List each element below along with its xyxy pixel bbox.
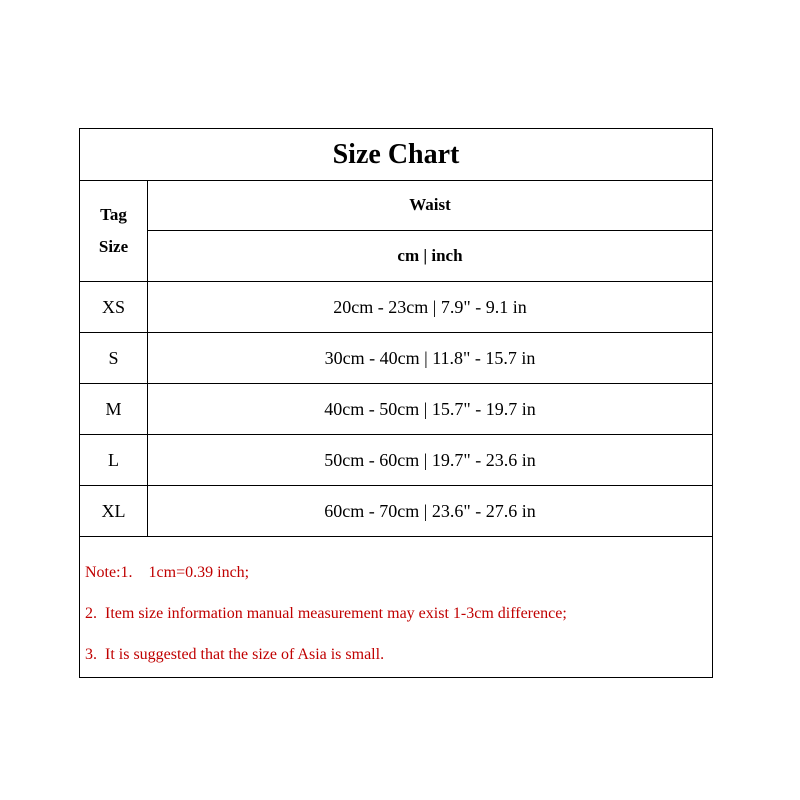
size-cell: L: [80, 435, 148, 485]
table-row: [80, 333, 712, 384]
tag-size-header: [80, 180, 148, 282]
size-cell: XL: [80, 486, 148, 536]
size-cell: S: [80, 333, 148, 383]
size-header-label: Size: [98, 236, 129, 256]
notes-section: [80, 537, 712, 677]
waist-value-cell: 60cm - 70cm | 23.6" - 27.6 in: [324, 500, 536, 521]
table-row: [80, 486, 712, 537]
waist-header: Waist: [148, 180, 712, 231]
waist-value-cell: 40cm - 50cm | 15.7" - 19.7 in: [324, 398, 536, 419]
waist-value-cell: 30cm - 40cm | 11.8" - 15.7 in: [324, 347, 536, 368]
table-row: [80, 384, 712, 435]
size-cell: XS: [80, 282, 148, 332]
note-line: 2. Item size information manual measurement may exist 1-3cm difference;: [85, 605, 567, 622]
note-line: 3. It is suggested that the size of Asia is small.: [85, 646, 385, 663]
chart-title: Size Chart: [80, 129, 712, 181]
note-line: Note:1. 1cm=0.39 inch;: [85, 564, 250, 581]
unit-header: cm | inch: [148, 231, 712, 282]
waist-value-cell: 20cm - 23cm | 7.9" - 9.1 in: [333, 296, 527, 317]
table-row: [80, 282, 712, 333]
tag-header-label: Tag: [100, 204, 127, 224]
size-cell: M: [80, 384, 148, 434]
size-chart-table: [79, 128, 713, 678]
waist-value-cell: 50cm - 60cm | 19.7" - 23.6 in: [324, 449, 536, 470]
table-row: [80, 435, 712, 486]
